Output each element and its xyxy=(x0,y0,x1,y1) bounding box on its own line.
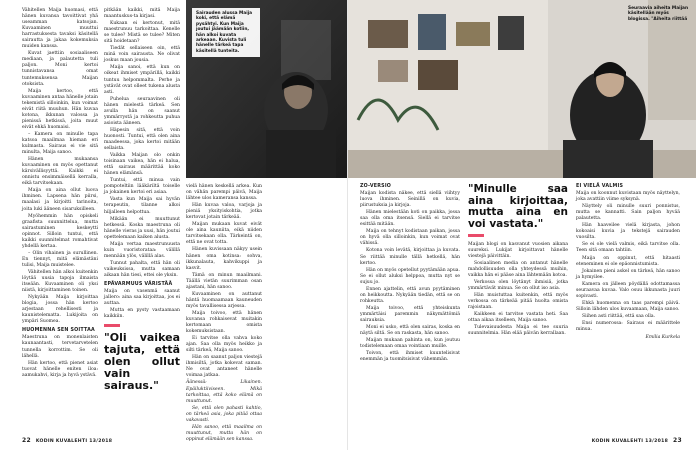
paragraph: Ensi numerossa: Sairaus ei määrittele minua. xyxy=(576,320,680,333)
paragraph: Maijan blogi on kasvanut vuosien aikana suureksi. Lukijat kirjoittavat hänelle viestejä päivittäin. xyxy=(468,241,568,259)
left-column-3 xyxy=(186,184,262,442)
paragraph: Kotona voin levätä, kirjoittaa ja kuvata. Se riittää minulle tällä hetkellä, hän kertoo. xyxy=(360,248,460,266)
left-column-2 xyxy=(104,8,180,426)
photo-portrait-dark xyxy=(186,0,347,178)
paragraph: Siihen asti riittää, että saa olla. xyxy=(582,313,656,319)
paragraph: pitkään kaikki, mitä Maija maantuskus-ta kirjasi. xyxy=(104,8,180,20)
left-column-1 xyxy=(22,8,98,426)
paragraph: Vähitellen Maija huomasi, että hänen kuvansa tavoittivat yhä useamman katsojan. Kuvaaminen muuttui harrastuksesta tavaksi käsitellä sairautta ja jakaa kokemuksia muiden kanssa. xyxy=(22,8,98,50)
left-column-2-after-text xyxy=(104,289,180,320)
paragraph: Maija sanoi, että kun on oikeat ihmiset ympärillä, kaikki tuntuu helpommalta. Perhe ja ystävät ovat olleet tukena alusta asti. xyxy=(104,65,180,95)
left-column-3-italic-text xyxy=(186,380,262,442)
right-column-1-text xyxy=(360,191,460,363)
left-column-1-after-text xyxy=(22,335,98,378)
left-column-2-text xyxy=(104,8,180,279)
paragraph: Maijan mukaan kuvat eivät ole aina kauniita, eikä niiden tarvitsekaan olla. Tärkeintä on, että ne ovat totta. xyxy=(186,222,262,246)
photo-room-image xyxy=(348,0,696,178)
paragraph: vielä hänen keskellä arkea. Kun on vähän parempi päivä, Maija lähtee ulos kameransa kanssa. xyxy=(186,184,262,202)
paragraph: Maija on tehnyt kodistaan paikan, jossa on hyvä olla silloinkin, kun voimat ovat vähissä. xyxy=(360,229,460,247)
paragraph: Moni ei usko, että olen sairas, koska en näytä siltä. Se on raskasta, hän sanoo. xyxy=(360,325,460,337)
paragraph: Tiedät sellaiseen oin, että minä voin sairausta. Ne olivat joskus maan jousia. xyxy=(104,46,180,64)
magazine-name-right: KODIN KUVALEHTI 13/2018 xyxy=(591,439,669,444)
pull-quote-left: "Oli vaikea tajuta, että olen ollut vain sairaus." xyxy=(104,330,180,392)
paragraph: Maija toivoo, että hänen kuvansa rohkaisevat muitakin kertomaan omista kokemuksistaan. xyxy=(186,310,262,335)
right-column-3-text xyxy=(576,191,680,333)
page-number-right: 23 xyxy=(673,437,682,444)
paragraph: Toivon, että ihmiset kuuntelisivat enemmän ja tuomitsisivat vähemmän. xyxy=(360,351,460,363)
paragraph: Mikään ei muuttunut hetkessä. Koska maestruna oli hänelle vieras ja uusi, hän joutui opettelemaan kaiken alusta. xyxy=(104,216,180,240)
paragraph: – Kamera on minulle tapa katsoa maailmaa hieman eri kulmasta. Sairaus ei vie sitä minulta, Maija sanoo. xyxy=(22,131,98,156)
paragraph: Se, että olen pahasti kahtio, on tärkeä asia, joka pitää ottaa vakavasti. xyxy=(186,405,262,423)
paragraph: Maija on aina ollut luova ihminen. Lapsena hän piirsi, maalasi ja kirjoitti tarinoita, joita luki ääneen sisaruksilleen. xyxy=(22,188,98,212)
paragraph: Hän haaveilee vielä kirjasta, johon kokoaisi kuvia ja tekstejä sairauden vuosilta. xyxy=(576,223,680,241)
paragraph: Tämä on minun maailmani. Täällä vietän suurimman osan ajastani, hän sanoo. xyxy=(186,272,262,290)
paragraph: Sosiaalinen media on antanut hänelle mahdollisuuden olla yhteydessä muihin, vaikka hän ei pääse aina lähtemään kotoa. xyxy=(468,260,568,278)
right-column-2-text xyxy=(468,242,568,338)
paragraph: Hänen kuvissaan näkyy usein hänen oma kotinsa: sohva, ikkunalauta, kahvikuppi ja kasvit. xyxy=(186,247,262,271)
paragraph: Ennen ajattelin, että avun pyytäminen on heikkoutta. Nykyään tiedän, että se on rohkeutta. xyxy=(360,286,460,304)
paragraph: Ehkä huomenna on taas parempi päivä. Silloin lähden ulos kuvaamaan, Maija sanoo. xyxy=(576,300,680,312)
photo-caption-right: Seuraavia aiheita Maijan käsitellään myös blogissa. "Aiheita riittää xyxy=(628,6,689,22)
paragraph: Hän muistuttaa kuitenkin, että myös verkossa on tärkeää pitää huolta omista rajoistaan. xyxy=(468,292,568,310)
paragraph: Maija on oppinut, että hitaasti eteneminen ei ole epäonnistumista. xyxy=(576,255,680,267)
subhead-left-2: EPÄVARMUUS VÄRISTÄÄ xyxy=(104,282,173,288)
photo-caption-left: Sairauden alussa Maija koki, että elämä pysähtyi. Kun Maija joutui jäämään kotiin, hän alkoi kuvata arkeaan. Kuvista tuli hänelle tärkeä tapa käsitellä tunteita. xyxy=(192,8,260,57)
paragraph: Puhelua seuraavinen oli hänen mielestä tärkeä. Sen avulla hän on saanut ymmärrystä ja rohkeutta puhua asioista ääneen. xyxy=(104,96,180,126)
paragraph: Hänen mielestään koti on paikka, jossa saa olla oma itsensä. Siellä ei tarvitse esittää mitään. xyxy=(360,210,460,228)
paragraph: Maija toivoo, että yhteiskunta ymmärtäisi paremmin näkymättömiä sairauksia. xyxy=(360,305,460,323)
paragraph: Vasta kun Maija sai hyvän terapeutin, tilanne alkoi hiljalleen helpottua. xyxy=(104,197,180,215)
paragraph: Hän sanoo, että maailma on muuttunut, mutta hän on oppinut elämään sen kanssa. xyxy=(186,424,262,442)
left-column-3-text xyxy=(186,184,262,379)
right-column-2 xyxy=(468,184,568,426)
paragraph: Hän on myös opetellut pyytämään apua. Se ei ollut aluksi helppoa, mutta nyt se sujuu jo. xyxy=(360,267,460,285)
paragraph: Hän kuvaa valoa, varjoja ja pieniä yksityiskohtia, jotka kertovat jotain tärkeää. xyxy=(186,203,262,221)
paragraph: Se ei ole vielä valmis, eikä tarvitse olla. Teen sitä omaan tahtiin. xyxy=(576,242,680,254)
footer-right xyxy=(592,437,682,444)
page-number-left: 22 xyxy=(22,437,31,444)
paragraph: Maestruna on monenlaisten kaunaantasti, tervetarvetelen tunnella korrottim. Se oli lähellä. xyxy=(22,335,98,359)
subhead-right-1: ZO-VERSIO xyxy=(360,184,392,189)
paragraph: Nykyään Maija kirjoittaa blogia, jossa hän kertoo arjestaan rehellisesti ja kaunistelematta. Lukijoita on ympäri Suomea. xyxy=(22,295,98,325)
paragraph: Hän kertoo, että pienet asiat tuovat hänelle eniten iloa: aamukahvi, kirja ja hyvä ystävä. xyxy=(22,360,98,378)
magazine-name-left: KODIN KUVALEHTI 13/2018 xyxy=(35,439,113,444)
paragraph: Maijan mukaan pahinta on, kun joutuu todistelemaan omaa vointiaan muille. xyxy=(360,338,460,350)
paragraph: Maijan kodista näkee, että siellä viihtyy luova ihminen. Seinillä on kuvia, piirustuksia ja kirjoja. xyxy=(360,191,460,209)
quote-accent-bar-right xyxy=(468,234,484,237)
paragraph: Hänen mukaansa kuvaaminen on myös opettanut kärsivällisyyttä. Kaikki ei onnistu ensimmäisellä kerralla, eikä tarvitsekaan. xyxy=(22,157,98,187)
article-end: Emilia Kurkela xyxy=(645,335,680,341)
paragraph: Vähitellen hän alkoi kuitenkin löytää uusia tapoja ilmaista itseään. Kuvaaminen oli yksi niistä, kirjoittaminen toinen. xyxy=(22,269,98,294)
paragraph: Hän on saanut paljon viestejä ihmisiltä, jotka kokevat saman. Ne ovat antaneet hänelle voimaa jatkaa. xyxy=(186,355,262,379)
subhead-right-3: EI VIELÄ VALMIS xyxy=(576,184,624,189)
paragraph: Kuvaaminen on auttanut häntä huomaamaan kauneuden myös tavallisessa arjessa. xyxy=(186,291,262,309)
paragraph: Mutta en pysty vastaamaan kaikkiin. xyxy=(104,308,180,320)
paragraph: Tulevaisuudesta Maija ei tee suuria suunnitelmia. Hän elää päivän kerrallaan. xyxy=(468,325,568,337)
paragraph: Maija on koonnut kuvistaan myös näyttelyn, joka avattiin viime syksynä. xyxy=(576,191,680,203)
paragraph: Maija vertaa maestrunuusta kuin vuoristorataa: välillä mennään ylös, välillä alas. xyxy=(104,241,180,259)
left-column-1-text xyxy=(22,8,98,325)
paragraph: Kamera on jälleen pöydällä odottamassa seuraavaa kuvaa. Valo osuu ikkunasta juuri sopivasti. xyxy=(576,281,680,299)
quote-accent-bar xyxy=(104,324,120,327)
footer-left xyxy=(22,437,112,444)
right-page xyxy=(348,0,696,450)
paragraph: Tunnut pahalta, että hän oli vaikeuksissa, mutta samaan aikaan hän tiesi, ettei ole yksin. xyxy=(104,260,180,278)
photo-room xyxy=(348,0,696,178)
paragraph: – Olin vihainen ja surullinen. En tiennyt, mitä elämästäni tulisi, Maija muistelee. xyxy=(22,250,98,268)
right-column-1 xyxy=(360,184,460,426)
paragraph: Tuntui, että minua vain pompoteltiin lääkäriltä toiselle ja jokainen kertoi eri asiaa. xyxy=(104,178,180,196)
paragraph: Myöhemmin hän opiskeli graafista suunnittelua, mutta sairastuminen keskeytti opinnot. Silloin tuntui, että kaikki suunnitelmat romahtivat yhdellä kertaa. xyxy=(22,213,98,249)
paragraph: Verkossa olen löytänyt ihmisiä, jotka ymmärtävät minua. Se on ollut iso asia. xyxy=(468,279,568,291)
subhead-left-1: HUOMENNA SEN SOITTAA xyxy=(22,328,95,334)
paragraph: Kukaan ei kertonut, mitä maestrunuu tarkoittaa. Kenelle se tulee? Mistä se tulee? Miten sitä hoidetaan? xyxy=(104,21,180,45)
paragraph: Kaikkeen ei tarvitse vastata heti. Saa ottaa aikaa itselleen, Maija sanoo. xyxy=(468,312,568,324)
paragraph: Kuvat jaettiin sosiaaliseen mediaan, ja palautetta tuli paljon. Moni kertoi tunnistavansa omat tuntemuksensa Maijan otoksista. xyxy=(22,51,98,87)
paragraph: Maija kertoo, että kuvaaminen antaa hänelle jotain tekemistä silloinkin, kun voimat eivät riitä muuhun. Hän kuvaa kotona, ikkunan valossa ja pienissä hetkissä, joita muut eivät ehkä huomaisi. xyxy=(22,88,98,130)
paragraph: Maija on vasenmä saanut jallero: aina saa kirjoittaa, jos ei auttaa. xyxy=(104,289,180,307)
paragraph: Ei tarvitse olla vahva koko ajan. Saa olla myös heikko ja silti tärkeä, Maija sanoo. xyxy=(186,336,262,354)
paragraph: Näyttely oli minulle suuri ponnistus, mutta se kannatti. Sain paljon hyvää palautetta. xyxy=(576,204,680,222)
paragraph: Häpesin sitä, että voin huonosti. Tuntui, että olen aina maadeessa, joka kertoi mitään sellaista. xyxy=(104,127,180,152)
paragraph: Jokainen pieni askel on tärkeä, hän sanoo ja hymyilee. xyxy=(576,268,680,280)
paragraph: Vaikka Maijan olo onkin toisinaan vaikea, hän ei halua, että sairaus määrittää koko hänen elämänsä. xyxy=(104,153,180,177)
pull-quote-right: "Minulle saa aina kirjoittaa, mutta aina en voi vastata." xyxy=(468,183,568,230)
paragraph: Äänessä: Likainen. Epäiluktiiviseen. Mikä tarkoittaa, että koko elämä on muuttunut. xyxy=(186,380,262,404)
right-column-3 xyxy=(576,184,680,426)
